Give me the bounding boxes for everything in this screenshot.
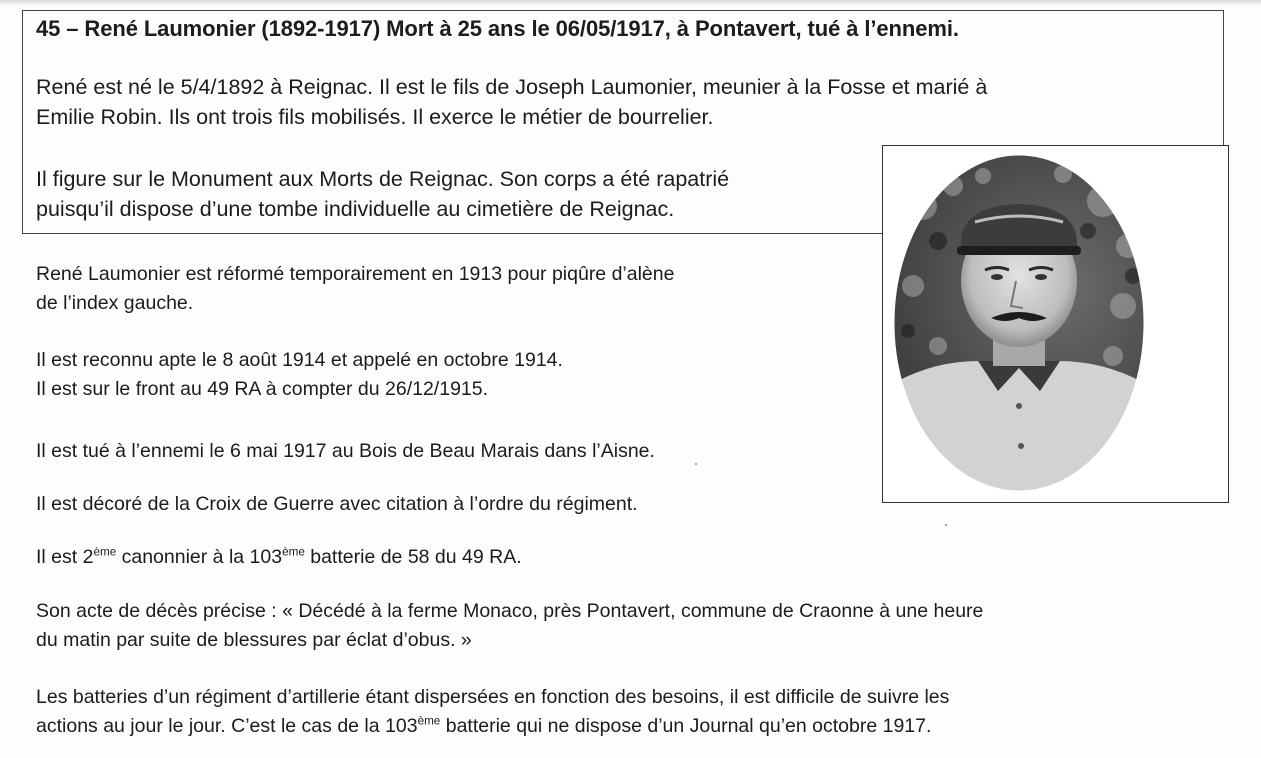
rank-text-c: batterie de 58 du 49 RA. — [304, 546, 522, 568]
monument-paragraph — [36, 164, 729, 224]
rank-sup-1: ème — [93, 545, 117, 559]
birth-line-2: Emilie Robin. Ils ont trois fils mobilisés. Il exerce le métier de bourrelier. — [36, 105, 714, 129]
scan-speck — [695, 463, 697, 465]
rank-sup-2: ème — [282, 545, 305, 559]
battery-line-1: Les batteries d’un régiment d’artillerie étant dispersées en fonction des besoins, il est difficile de suivre les — [36, 686, 950, 708]
rank-text-b: canonnier à la 103 — [116, 546, 283, 568]
battery-paragraph — [36, 683, 949, 741]
portrait-photo-frame — [882, 145, 1229, 503]
monument-line-1: Il figure sur le Monument aux Morts de Reignac. Son corps a été rapatrié — [36, 167, 730, 191]
birth-paragraph — [36, 72, 987, 132]
scan-top-edge — [0, 0, 1261, 6]
enlist-line-2: Il est sur le front au 49 RA à compter du 26/12/1915. — [36, 378, 489, 400]
battery-sup: ème — [417, 714, 441, 728]
scan-speck — [945, 524, 947, 526]
reform-line-2: de l’index gauche. — [36, 292, 194, 314]
battery-line-2b: batterie qui ne dispose d’un Journal qu’en octobre 1917. — [440, 715, 932, 737]
decoration-paragraph: Il est décoré de la Croix de Guerre avec citation à l’ordre du régiment. — [36, 493, 638, 515]
enlist-line-1: Il est reconnu apte le 8 août 1914 et appelé en octobre 1914. — [36, 349, 563, 371]
monument-line-2: puisqu’il dispose d’une tombe individuelle au cimetière de Reignac. — [36, 197, 675, 221]
reform-paragraph — [36, 260, 674, 318]
reform-line-1: René Laumonier est réformé temporairement en 1913 pour piqûre d’alène — [36, 263, 675, 285]
birth-line-1: René est né le 5/4/1892 à Reignac. Il est le fils de Joseph Laumonier, meunier à la Fosse et marié à — [36, 75, 988, 99]
rank-paragraph — [36, 543, 522, 572]
battery-line-2a: actions au jour le jour. C’est le cas de la 103 — [36, 715, 418, 737]
death-paragraph: Il est tué à l’ennemi le 6 mai 1917 au Bois de Beau Marais dans l’Aisne. — [36, 440, 655, 462]
death-certificate-paragraph — [36, 597, 983, 655]
page-title: 45 – René Laumonier (1892-1917) Mort à 25 ans le 06/05/1917, à Pontavert, tué à l’ennemi. — [36, 16, 959, 41]
enlist-paragraph — [36, 346, 563, 404]
certificate-line-2: du matin par suite de blessures par éclat d’obus. » — [36, 629, 472, 651]
portrait-photo — [883, 146, 1227, 501]
rank-text-a: Il est 2 — [36, 546, 94, 568]
certificate-line-1: Son acte de décès précise : « Décédé à la ferme Monaco, près Pontavert, commune de Craonne à une heure — [36, 600, 984, 622]
